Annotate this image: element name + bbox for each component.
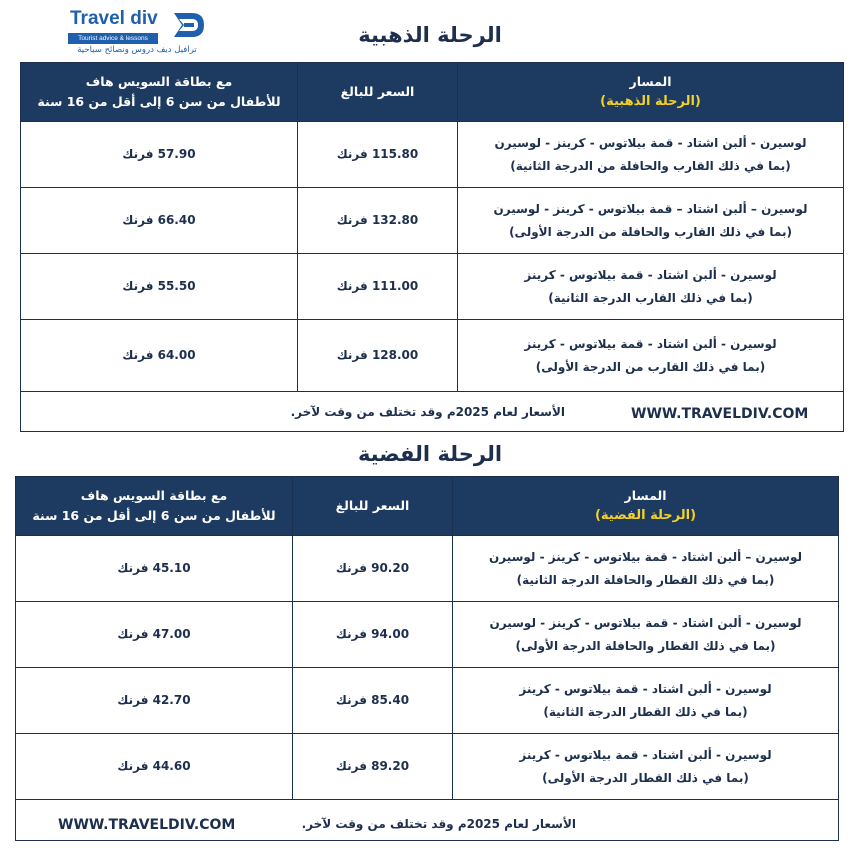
adult-price: 94.00 فرنك bbox=[293, 602, 453, 668]
child-price-header bbox=[16, 477, 293, 536]
table-row bbox=[16, 602, 839, 668]
note-cell bbox=[21, 392, 844, 432]
route-detail: (بما في ذلك القطار الدرجة الأولى) bbox=[542, 770, 749, 785]
table-row bbox=[21, 320, 844, 392]
route-detail: (بما في ذلك القارب والحافلة من الدرجة الثانية) bbox=[510, 158, 791, 173]
route-cell bbox=[458, 122, 844, 188]
route-header-label: المسار bbox=[629, 74, 672, 89]
route-header bbox=[453, 477, 839, 536]
route-text: لوسيرن – ألبن اشتاد - قمة بيلاتوس - كرينز - لوسيرن bbox=[489, 549, 802, 564]
child-price: 44.60 فرنك bbox=[16, 734, 293, 800]
route-cell bbox=[458, 254, 844, 320]
child-price: 47.00 فرنك bbox=[16, 602, 293, 668]
route-header-label: المسار bbox=[624, 488, 667, 503]
adult-price: 128.00 فرنك bbox=[298, 320, 458, 392]
route-detail: (بما في ذلك القارب والحافلة من الدرجة الأولى) bbox=[509, 224, 792, 239]
adult-price: 115.80 فرنك bbox=[298, 122, 458, 188]
route-text: لوسيرن - ألبن اشتاد - قمة بيلاتوس - كرينز bbox=[524, 267, 777, 282]
route-text: لوسيرن - ألبن اشتاد - قمة بيلاتوس - كرينز bbox=[524, 336, 777, 351]
gold-note-row bbox=[21, 392, 844, 432]
logo-name: Travel div bbox=[70, 8, 158, 29]
child-price: 57.90 فرنك bbox=[21, 122, 298, 188]
silver-header-row bbox=[16, 477, 839, 536]
website-link[interactable]: WWW.TRAVELDIV.COM bbox=[58, 817, 236, 833]
silver-note-row bbox=[16, 800, 839, 841]
child-price: 66.40 فرنك bbox=[21, 188, 298, 254]
route-detail: (بما في ذلك القارب من الدرجة الأولى) bbox=[535, 359, 766, 374]
route-text: لوسيرن - ألبن اشتاد - قمة بيلاتوس - كرينز bbox=[519, 747, 772, 762]
table-row bbox=[21, 122, 844, 188]
route-cell bbox=[453, 602, 839, 668]
route-detail: (بما في ذلك القارب الدرجة الثانية) bbox=[548, 290, 753, 305]
website-link[interactable]: WWW.TRAVELDIV.COM bbox=[631, 406, 809, 422]
route-cell bbox=[458, 188, 844, 254]
route-header-sub: (الرحلة الذهبية) bbox=[600, 94, 701, 109]
gold-trip-table bbox=[20, 62, 844, 432]
child-price: 64.00 فرنك bbox=[21, 320, 298, 392]
route-detail: (بما في ذلك القطار والحافلة الدرجة الأولى) bbox=[515, 638, 776, 653]
child-price: 42.70 فرنك bbox=[16, 668, 293, 734]
route-text: لوسيرن - ألبن اشتاد - قمة بيلاتوس - كرينز bbox=[519, 681, 772, 696]
silver-trip-table bbox=[15, 476, 839, 841]
table-row bbox=[21, 188, 844, 254]
route-header-sub: (الرحلة الفضية) bbox=[594, 508, 697, 523]
route-text: لوسيرن - ألبن اشتاد - قمة بيلاتوس - كرينز - لوسيرن bbox=[489, 615, 802, 630]
route-cell bbox=[453, 668, 839, 734]
price-note: الأسعار لعام 2025م وقد تختلف من وقت لآخر. bbox=[290, 405, 565, 419]
logo-arabic-tagline: ترافيل ديف دروس ونصائح سياحية bbox=[77, 45, 197, 55]
adult-price: 85.40 فرنك bbox=[293, 668, 453, 734]
route-cell bbox=[453, 536, 839, 602]
route-text: لوسيرن - ألبن اشتاد - قمة بيلاتوس - كرينز - لوسيرن bbox=[494, 135, 807, 150]
child-price: 45.10 فرنك bbox=[16, 536, 293, 602]
silver-trip-title: الرحلة الفضية bbox=[357, 442, 503, 466]
table-row bbox=[16, 734, 839, 800]
child-header-line1: مع بطاقة السويس هاف bbox=[85, 74, 233, 89]
adult-price-header: السعر للبالغ bbox=[298, 63, 458, 122]
child-header-line1: مع بطاقة السويس هاف bbox=[80, 488, 228, 503]
table-row bbox=[21, 254, 844, 320]
child-price-header bbox=[21, 63, 298, 122]
table-row bbox=[16, 536, 839, 602]
adult-price: 111.00 فرنك bbox=[298, 254, 458, 320]
route-detail: (بما في ذلك القطار والحافلة الدرجة الثانية) bbox=[516, 572, 775, 587]
gold-header-row bbox=[21, 63, 844, 122]
logo-tagline: Tourist advice & lessons bbox=[68, 33, 158, 44]
route-cell bbox=[458, 320, 844, 392]
route-cell bbox=[453, 734, 839, 800]
price-note: الأسعار لعام 2025م وقد تختلف من وقت لآخر. bbox=[301, 817, 576, 831]
route-text: لوسيرن – ألبن اشتاد – قمة بيلاتوس - كرينز - لوسيرن bbox=[493, 201, 808, 216]
child-header-line2: للأطفال من سن 6 إلى أقل من 16 سنة bbox=[37, 94, 281, 109]
adult-price-header: السعر للبالغ bbox=[293, 477, 453, 536]
route-detail: (بما في ذلك القطار الدرجة الثانية) bbox=[543, 704, 748, 719]
gold-trip-title: الرحلة الذهبية bbox=[358, 23, 502, 47]
note-cell bbox=[16, 800, 839, 841]
adult-price: 89.20 فرنك bbox=[293, 734, 453, 800]
route-header bbox=[458, 63, 844, 122]
child-header-line2: للأطفال من سن 6 إلى أقل من 16 سنة bbox=[32, 508, 276, 523]
adult-price: 132.80 فرنك bbox=[298, 188, 458, 254]
table-row bbox=[16, 668, 839, 734]
adult-price: 90.20 فرنك bbox=[293, 536, 453, 602]
child-price: 55.50 فرنك bbox=[21, 254, 298, 320]
